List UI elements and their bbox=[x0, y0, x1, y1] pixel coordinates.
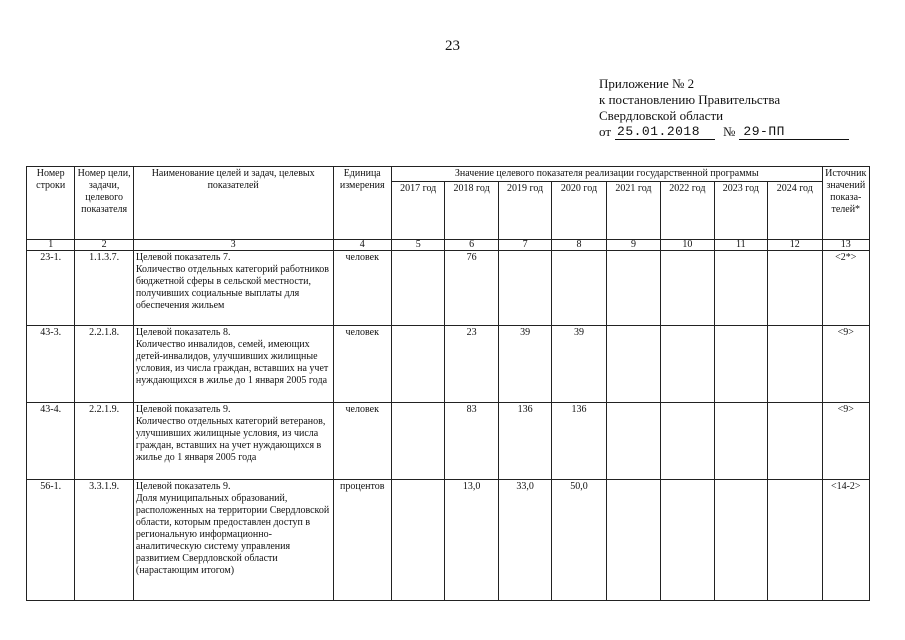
column-number: 6 bbox=[445, 240, 498, 251]
value-cell-2022 bbox=[661, 251, 714, 326]
unit-cell: процентов bbox=[333, 480, 391, 601]
value-cell-2024 bbox=[768, 403, 822, 480]
appendix-region-line: Свердловской области bbox=[599, 108, 724, 123]
header-row-number: Номер строки bbox=[27, 167, 75, 240]
column-number: 10 bbox=[661, 240, 714, 251]
value-cell-2019: 33,0 bbox=[498, 480, 551, 601]
value-cell-2020: 39 bbox=[552, 326, 606, 403]
value-cell-2017 bbox=[391, 403, 444, 480]
header-year: 2023 год bbox=[714, 182, 767, 240]
header-source: Источник значений показа-телей* bbox=[822, 167, 869, 240]
source-cell: <2*> bbox=[822, 251, 869, 326]
header-year: 2019 год bbox=[498, 182, 551, 240]
value-cell-2019: 39 bbox=[498, 326, 551, 403]
indicator-name-cell: Целевой показатель 9. Доля муниципальных образований, расположенных на территории Свердловской области, которым предоставлен доступ в региональную информационно-аналитическую систему управления развитием Свердловской области (нарастающим итогом) bbox=[133, 480, 333, 601]
target-indicators-table bbox=[26, 166, 870, 601]
value-cell-2023 bbox=[714, 251, 767, 326]
value-cell-2020: 136 bbox=[552, 403, 606, 480]
table-row bbox=[27, 326, 870, 403]
value-cell-2017 bbox=[391, 480, 444, 601]
value-cell-2018: 23 bbox=[445, 326, 498, 403]
value-cell-2020 bbox=[552, 251, 606, 326]
indicator-name-cell: Целевой показатель 8. Количество инвалидов, семей, имеющих детей-инвалидов, улучшивших жилищные условия, из числа граждан, вставших на учет нуждающихся в жилье до 1 января 2005 года bbox=[133, 326, 333, 403]
column-number: 11 bbox=[714, 240, 767, 251]
row-number-cell: 43-3. bbox=[27, 326, 75, 403]
indicator-name-cell: Целевой показатель 7. Количество отдельных категорий работников бюджетной сферы в сельской местности, получивших социальные выплаты для обеспечения жильем bbox=[133, 251, 333, 326]
appendix-header bbox=[599, 76, 899, 140]
value-cell-2019 bbox=[498, 251, 551, 326]
resolution-date: 25.01.2018 bbox=[615, 125, 715, 140]
source-cell: <14-2> bbox=[822, 480, 869, 601]
header-values-group: Значение целевого показателя реализации государственной программы bbox=[391, 167, 822, 182]
unit-cell: человек bbox=[333, 403, 391, 480]
value-cell-2018: 13,0 bbox=[445, 480, 498, 601]
indicator-name-cell: Целевой показатель 9. Количество отдельных категорий ветеранов, улучшивших жилищные условия, из числа граждан, вставших на учет нуждающихся в жилье до 1 января 2005 года bbox=[133, 403, 333, 480]
value-cell-2017 bbox=[391, 251, 444, 326]
value-cell-2022 bbox=[661, 403, 714, 480]
column-number: 13 bbox=[822, 240, 869, 251]
column-number: 9 bbox=[606, 240, 660, 251]
appendix-resolution-line: к постановлению Правительства bbox=[599, 92, 781, 107]
column-number: 1 bbox=[27, 240, 75, 251]
value-cell-2022 bbox=[661, 326, 714, 403]
goal-code-cell: 1.1.3.7. bbox=[75, 251, 133, 326]
table-row bbox=[27, 403, 870, 480]
value-cell-2024 bbox=[768, 326, 822, 403]
date-label: от bbox=[599, 124, 612, 139]
row-number-cell: 23-1. bbox=[27, 251, 75, 326]
column-number: 3 bbox=[133, 240, 333, 251]
value-cell-2023 bbox=[714, 326, 767, 403]
header-year: 2018 год bbox=[445, 182, 498, 240]
value-cell-2018: 83 bbox=[445, 403, 498, 480]
row-number-cell: 43-4. bbox=[27, 403, 75, 480]
value-cell-2018: 76 bbox=[445, 251, 498, 326]
source-cell: <9> bbox=[822, 326, 869, 403]
value-cell-2021 bbox=[606, 403, 660, 480]
value-cell-2021 bbox=[606, 326, 660, 403]
resolution-number: 29-ПП bbox=[739, 125, 849, 140]
value-cell-2022 bbox=[661, 480, 714, 601]
header-year: 2020 год bbox=[552, 182, 606, 240]
header-year: 2021 год bbox=[606, 182, 660, 240]
unit-cell: человек bbox=[333, 326, 391, 403]
value-cell-2023 bbox=[714, 403, 767, 480]
goal-code-cell: 2.2.1.8. bbox=[75, 326, 133, 403]
page-number: 23 bbox=[445, 38, 460, 54]
value-cell-2023 bbox=[714, 480, 767, 601]
column-number: 5 bbox=[391, 240, 444, 251]
header-year: 2024 год bbox=[768, 182, 822, 240]
header-year: 2022 год bbox=[661, 182, 714, 240]
column-number: 4 bbox=[333, 240, 391, 251]
number-label: № bbox=[723, 124, 736, 139]
value-cell-2020: 50,0 bbox=[552, 480, 606, 601]
header-name: Наименование целей и задач, целевых показателей bbox=[133, 167, 333, 240]
column-number: 7 bbox=[498, 240, 551, 251]
unit-cell: человек bbox=[333, 251, 391, 326]
header-row-top bbox=[27, 167, 870, 182]
row-number-cell: 56-1. bbox=[27, 480, 75, 601]
table-row bbox=[27, 251, 870, 326]
table-row bbox=[27, 480, 870, 601]
goal-code-cell: 3.3.1.9. bbox=[75, 480, 133, 601]
header-unit: Единица измерения bbox=[333, 167, 391, 240]
source-cell: <9> bbox=[822, 403, 869, 480]
value-cell-2021 bbox=[606, 480, 660, 601]
value-cell-2024 bbox=[768, 480, 822, 601]
header-goal-number: Номер цели, задачи, целевого показателя bbox=[75, 167, 133, 240]
column-number: 12 bbox=[768, 240, 822, 251]
value-cell-2024 bbox=[768, 251, 822, 326]
column-number-row bbox=[27, 240, 870, 251]
column-number: 8 bbox=[552, 240, 606, 251]
appendix-date-number-row bbox=[599, 124, 899, 140]
goal-code-cell: 2.2.1.9. bbox=[75, 403, 133, 480]
appendix-title: Приложение № 2 bbox=[599, 76, 695, 91]
value-cell-2021 bbox=[606, 251, 660, 326]
value-cell-2017 bbox=[391, 326, 444, 403]
column-number: 2 bbox=[75, 240, 133, 251]
value-cell-2019: 136 bbox=[498, 403, 551, 480]
header-year: 2017 год bbox=[391, 182, 444, 240]
